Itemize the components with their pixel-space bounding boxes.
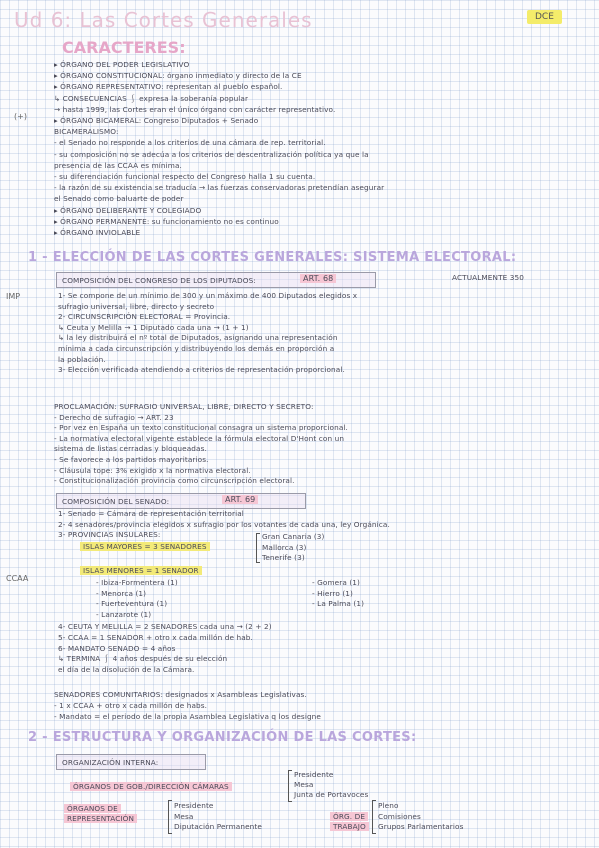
congreso-line: 2- CIRCUNSCRIPCIÓN ELECTORAL = Provincia. xyxy=(58,312,231,322)
imp-margin-note: IMP xyxy=(6,292,21,301)
trabajo-label-2: TRABAJO xyxy=(330,822,369,831)
intro-line: ▸ ÓRGANO DEL PODER LEGISLATIVO xyxy=(54,60,190,69)
isla-menor: - Lanzarote (1) xyxy=(96,609,152,619)
isla-menor: - Gomera (1) xyxy=(312,578,360,587)
senado-line: 2- 4 senadores/provincia elegidos x sufragio por los votantes de cada una, ley Orgánica. xyxy=(58,519,390,529)
bracket xyxy=(256,533,260,563)
congreso-line: 1- Se compone de un mínimo de 300 y un máximo de 400 Diputados elegidos x xyxy=(58,291,358,300)
proclamacion-line: PROCLAMACIÓN: SUFRAGIO UNIVERSAL, LIBRE, DIRECTO Y SECRETO: xyxy=(54,402,314,411)
intro-line: - su composición no se adecúa a los criterios de descentralización política ya que la xyxy=(54,149,369,159)
gob-label: ÓRGANOS DE GOB./DIRECCIÓN CÁMARAS xyxy=(70,782,232,791)
isla-menor: - Fuerteventura (1) xyxy=(96,599,168,609)
gob-item: Presidente xyxy=(294,770,334,779)
section1-heading: 1 - ELECCIÓN DE LAS CORTES GENERALES: SISTEMA ELECTORAL: xyxy=(28,250,517,265)
intro-line: ↳ CONSECUENCIAS ⎰ expresa la soberanía popular xyxy=(54,93,249,103)
isla-menor: - Hierro (1) xyxy=(312,588,353,598)
ccaa-side-note: CCAA xyxy=(6,574,29,583)
art69-badge: ART. 69 xyxy=(222,495,258,504)
isla-mayor: Mallorca (3) xyxy=(262,542,307,552)
caracteres-heading: CARACTERES: xyxy=(62,38,186,57)
isla-mayor: Gran Canaria (3) xyxy=(262,532,325,541)
trabajo-label-1: ÓRG. DE xyxy=(330,812,368,821)
intro-line: el Senado como baluarte de poder xyxy=(54,194,184,204)
congreso-line: 3- Elección verificada atendiendo a criterios de representación proporcional. xyxy=(58,365,345,375)
islas-mayores: ISLAS MAYORES = 3 SENADORES xyxy=(80,542,210,551)
intro-line: ▸ ÓRGANO REPRESENTATIVO: representan al pueblo español. xyxy=(54,82,283,92)
proclamacion-line: - Constitucionalización provincia como circunscripción electoral. xyxy=(54,476,295,486)
intro-line: ▸ ÓRGANO PERMANENTE: su funcionamiento no es continuo xyxy=(54,216,279,226)
intro-line: BICAMERALISMO: xyxy=(54,127,119,137)
trabajo-item: Comisiones xyxy=(378,811,421,821)
senado-line: 3- PROVINCIAS INSULARES: xyxy=(58,530,161,540)
proclamacion-line: - Por vez en España un texto constitucional consagra un sistema proporcional. xyxy=(54,423,348,433)
isla-menor: - La Palma (1) xyxy=(312,599,365,609)
intro-line: ▸ ÓRGANO CONSTITUCIONAL: órgano inmediato y directo de la CE xyxy=(54,71,302,81)
bracket xyxy=(168,800,172,834)
proclamacion-line: sistema de listas cerradas y bloqueadas. xyxy=(54,444,207,454)
page-title: Ud 6: Las Cortes Generales xyxy=(14,8,313,32)
bracket xyxy=(288,770,292,802)
trabajo-item: Pleno xyxy=(378,801,399,810)
rep-label-1: ÓRGANOS DE xyxy=(64,804,121,813)
gob-item: Mesa xyxy=(294,780,314,789)
congreso-line: ↳ Ceuta y Melilla → 1 Diputado cada una → (1 + 1) xyxy=(58,322,249,332)
rep-item: Diputación Permanente xyxy=(174,822,262,831)
comunitarios-line: SENADORES COMUNITARIOS: designados x Asambleas Legislativas. xyxy=(54,690,307,699)
isla-mayor: Tenerife (3) xyxy=(262,553,305,563)
bracket xyxy=(372,800,376,834)
intro-line: - la razón de su existencia se traducía → las fuerzas conservadoras pretendían asegurar xyxy=(54,183,385,193)
congreso-box-label: COMPOSICIÓN DEL CONGRESO DE LOS DIPUTADOS: xyxy=(62,276,256,285)
section2-heading: 2 - ESTRUCTURA Y ORGANIZACIÓN DE LAS CORTES: xyxy=(28,730,417,745)
intro-line: ▸ ÓRGANO INVIOLABLE xyxy=(54,228,141,237)
congreso-line: mínima a cada circunscripción y distribuyendo los demás en proporción a xyxy=(58,344,335,353)
proclamacion-line: - La normativa electoral vigente establece la fórmula electoral D'Hont con un xyxy=(54,433,345,443)
rep-label-2: REPRESENTACIÓN xyxy=(64,814,137,823)
comunitarios-line: - Mandato = el periodo de la propia Asamblea Legislativa q los designe xyxy=(54,711,321,721)
actual-count-note: ACTUALMENTE 350 xyxy=(452,273,524,282)
senado-line: 5- CCAA = 1 SENADOR + otro x cada millón de hab. xyxy=(58,632,253,642)
senado-line: el día de la disolución de la Cámara. xyxy=(58,665,195,675)
isla-menor: - Ibiza-Formentera (1) xyxy=(96,578,178,587)
intro-line: ▸ ÓRGANO DELIBERANTE Y COLEGIADO xyxy=(54,205,202,215)
intro-line: presencia de las CCAA es mínima. xyxy=(54,160,182,170)
senado-box-label: COMPOSICIÓN DEL SENADO: xyxy=(62,497,170,506)
isla-menor: - Menorca (1) xyxy=(96,588,147,598)
rep-item: Mesa xyxy=(174,811,194,821)
senado-line: ↳ TERMINA ⎰ 4 años después de su elección xyxy=(58,654,228,664)
congreso-line: ↳ la ley distribuirá el nº total de Diputados, asignando una representación xyxy=(58,333,338,343)
proclamacion-line: - Se favorece a los partidos mayoritarios. xyxy=(54,455,209,464)
art68-badge: ART. 68 xyxy=(300,274,336,283)
gob-item: Junta de Portavoces xyxy=(294,790,369,799)
proclamacion-line: - Derecho de sufragio → ART. 23 xyxy=(54,412,174,422)
trabajo-item: Grupos Parlamentarios xyxy=(378,822,464,831)
senado-line: 6- MANDATO SENADO = 4 años xyxy=(58,643,176,653)
intro-line: ▸ ÓRGANO BICAMERAL: Congreso Diputados + Senado xyxy=(54,116,259,125)
congreso-line: sufragio universal, libre, directo y secreto xyxy=(58,301,215,311)
senado-line: 1- Senado = Cámara de representación territorial xyxy=(58,509,244,518)
intro-line: - el Senado no responde a los criterios de una cámara de rep. territorial. xyxy=(54,138,326,148)
islas-menores: ISLAS MENORES = 1 SENADOR xyxy=(80,566,202,575)
senado-line: 4- CEUTA Y MELILLA = 2 SENADORES cada una → (2 + 2) xyxy=(58,622,272,631)
rep-item: Presidente xyxy=(174,801,214,810)
proclamacion-line: - Cláusula tope: 3% exigido x la normativa electoral. xyxy=(54,465,251,475)
intro-line: → hasta 1999, las Cortes eran el único órgano con carácter representativo. xyxy=(54,104,336,114)
congreso-line: la población. xyxy=(58,354,106,364)
org-box-label: ORGANIZACIÓN INTERNA: xyxy=(62,758,159,767)
subject-tag: DCE xyxy=(527,10,562,24)
intro-line: - su diferenciación funcional respecto del Congreso halla 1 su cuenta. xyxy=(54,172,316,181)
margin-mark: (+) xyxy=(14,112,27,121)
comunitarios-line: - 1 x CCAA + otro x cada millón de habs. xyxy=(54,700,208,710)
